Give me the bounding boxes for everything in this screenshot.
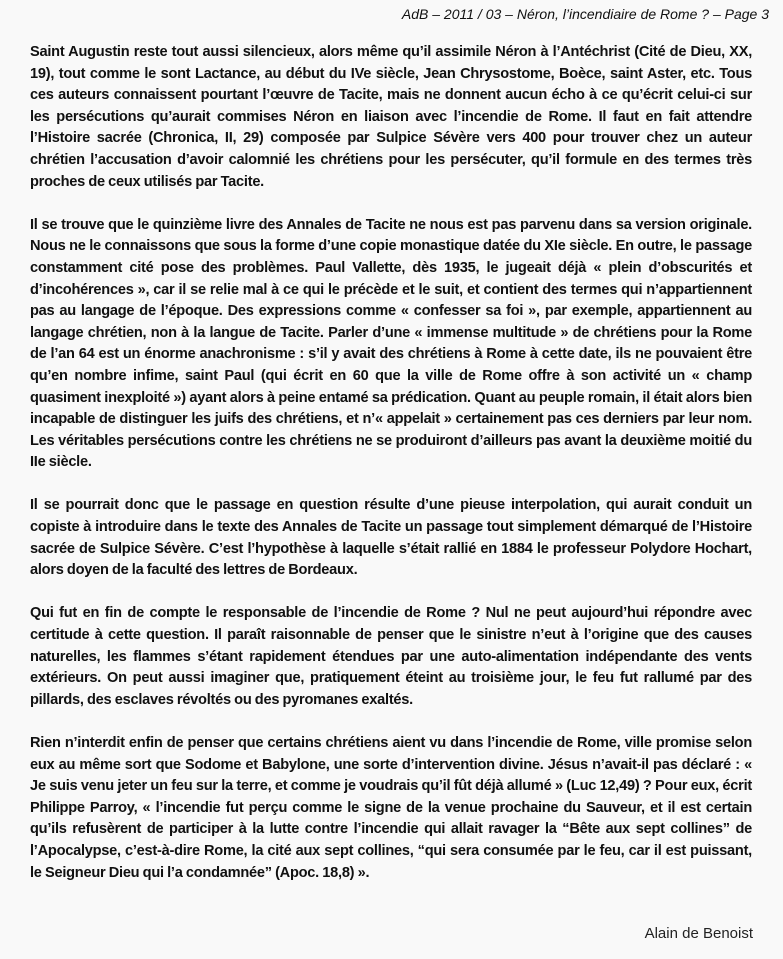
paragraph-interpolation: Il se pourrait donc que le passage en question résulte d’une pieuse interpolation, qui aurait conduit un copiste à introduire dans le texte des Annales de Tacite un passage tout simplement démarqué de l’Histoire sacrée de Sulpice Sévère. C’est l’hypothèse à laquelle s’était rallié en 1884 le professeur Polydore Hochart, alors doyen de la faculté des lettres de Bordeaux. bbox=[30, 497, 752, 579]
paragraph-saint-augustin: Saint Augustin reste tout aussi silencieux, alors même qu’il assimile Néron à l’Antéchrist (Cité de Dieu, XX, 19), tout comme le sont Lactance, au début du IVe siècle, Jean Chrysostome, Boèce, saint Aster, etc. Tous ces auteurs connaissent pourtant l’œuvre de Tacite, mais ne donnent aucun écho à ce qu’écrit celui-ci sur les persécutions qu’aurait commises Néron en liaison avec l’incendie de Rome. Il faut en fait attendre l’Histoire sacrée (Chronica, II, 29) composée par Sulpice Sévère vers 400 pour trouver chez un auteur chrétien l’accusation d’avoir calomnié les chrétiens pour les persécuter, qu’il formule en des termes très proches de ceux utilisés par Tacite. bbox=[30, 44, 752, 190]
paragraph-intervention-divine: Rien n’interdit enfin de penser que certains chrétiens aient vu dans l’incendie de Rome, ville promise selon eux au même sort que Sodome et Babylone, une sorte d’intervention divine. Jésus n’avait-il pas déclaré : « Je suis venu jeter un feu sur la terre, et comme je voudrais qu’il fût déjà allumé » (Luc 12,49) ? Pour eux, écrit Philippe Parroy, « l’incendie fut perçu comme le signe de la venue prochaine du Sauveur, et il est certain qu’ils refusèrent de participer à la lutte contre l’incendie qui allait ravager la “Bête aux sept collines” de l’Apocalypse, c’est-à-dire Rome, la cité aux sept collines, “qui sera consumée par le feu, car il est puissant, le Seigneur Dieu qui l’a condamnée” (Apoc. 18,8) ». bbox=[30, 735, 752, 881]
author-signature: Alain de Benoist bbox=[644, 925, 753, 942]
running-header: AdB – 2011 / 03 – Néron, l’incendiaire de Rome ? – Page 3 bbox=[401, 6, 769, 22]
article-body bbox=[30, 42, 752, 906]
paragraph-responsable: Qui fut en fin de compte le responsable de l’incendie de Rome ? Nul ne peut aujourd’hui répondre avec certitude à cette question. Il paraît raisonnable de penser que le sinistre n’eut à l’origine que des causes naturelles, les flammes s’étant rapidement étendues par une auto-alimentation indépendante des vents extérieurs. On peut aussi imaginer que, pratiquement éteint au troisième jour, le feu fut rallumé par des pillards, des esclaves révoltés ou des pyromanes exaltés. bbox=[30, 605, 752, 708]
paragraph-annales-tacite: Il se trouve que le quinzième livre des Annales de Tacite ne nous est pas parvenu dans sa version originale. Nous ne le connaissons que sous la forme d’une copie monastique datée du XIe siècle. En outre, le passage constamment cité pose des problèmes. Paul Vallette, dès 1935, le jugeait déjà « plein d’obscurités et d’incohérences », car il se relie mal à ce qui le précède et le suit, et contient des termes qui n’appartiennent pas au langage de l’époque. Des expressions comme « confesser sa foi », par exemple, appartiennent au langage chrétien, non à la langue de Tacite. Parler d’une « immense multitude » de chrétiens pour la Rome de l’an 64 est un énorme anachronisme : s’il y avait des chrétiens à Rome à cette date, ils ne pouvaient être qu’en nombre infime, saint Paul (qui écrit en 60 que la ville de Rome offre à son activité un « champ quasiment inexploité ») ayant alors à peine entamé sa prédication. Quant au peuple romain, il était alors bien incapable de distinguer les juifs des chrétiens, et n’« appelait » certainement pas ces derniers par leur nom. Les véritables persécutions contre les chrétiens ne se produiront d’ailleurs pas avant la deuxième moitié du IIe siècle. bbox=[30, 216, 752, 471]
